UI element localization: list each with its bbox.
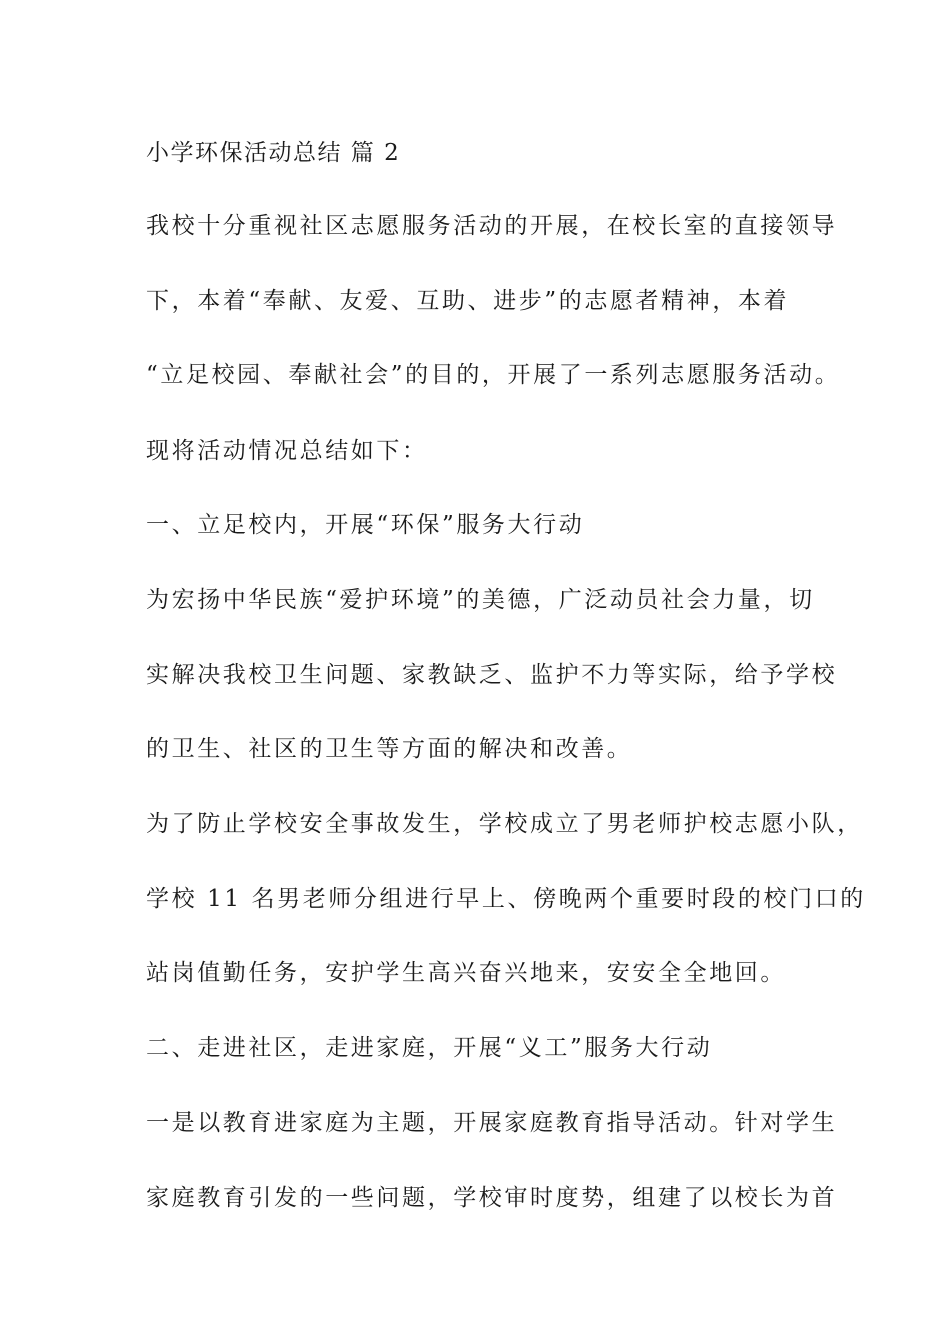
document-title: 小学环保活动总结 篇 2 bbox=[146, 140, 401, 166]
paragraph-line: 站岗值勤任务，安护学生高兴奋兴地来，安安全全地回。 bbox=[146, 960, 786, 986]
paragraph-line: 学校 11 名男老师分组进行早上、傍晚两个重要时段的校门口的 bbox=[146, 886, 866, 912]
paragraph-line: 家庭教育引发的一些问题，学校审时度势，组建了以校长为首 bbox=[146, 1185, 838, 1211]
paragraph-line: “立足校园、奉献社会”的目的，开展了一系列志愿服务活动。 bbox=[146, 362, 841, 388]
paragraph-line: 为宏扬中华民族“爱护环境”的美德，广泛动员社会力量，切 bbox=[146, 587, 815, 613]
section-heading: 二、走进社区，走进家庭，开展“义工”服务大行动 bbox=[146, 1035, 713, 1061]
paragraph-line: 为了防止学校安全事故发生，学校成立了男老师护校志愿小队， bbox=[146, 811, 863, 837]
paragraph-line: 我校十分重视社区志愿服务活动的开展，在校长室的直接领导 bbox=[146, 213, 838, 239]
section-heading: 一、立足校内，开展“环保”服务大行动 bbox=[146, 512, 585, 538]
paragraph-line: 下，本着“奉献、友爱、互助、进步”的志愿者精神，本着 bbox=[146, 288, 790, 314]
paragraph-line: 现将活动情况总结如下： bbox=[146, 438, 428, 464]
paragraph-line: 一是以教育进家庭为主题，开展家庭教育指导活动。针对学生 bbox=[146, 1110, 838, 1136]
paragraph-line: 实解决我校卫生问题、家教缺乏、监护不力等实际，给予学校 bbox=[146, 662, 838, 688]
paragraph-line: 的卫生、社区的卫生等方面的解决和改善。 bbox=[146, 736, 633, 762]
